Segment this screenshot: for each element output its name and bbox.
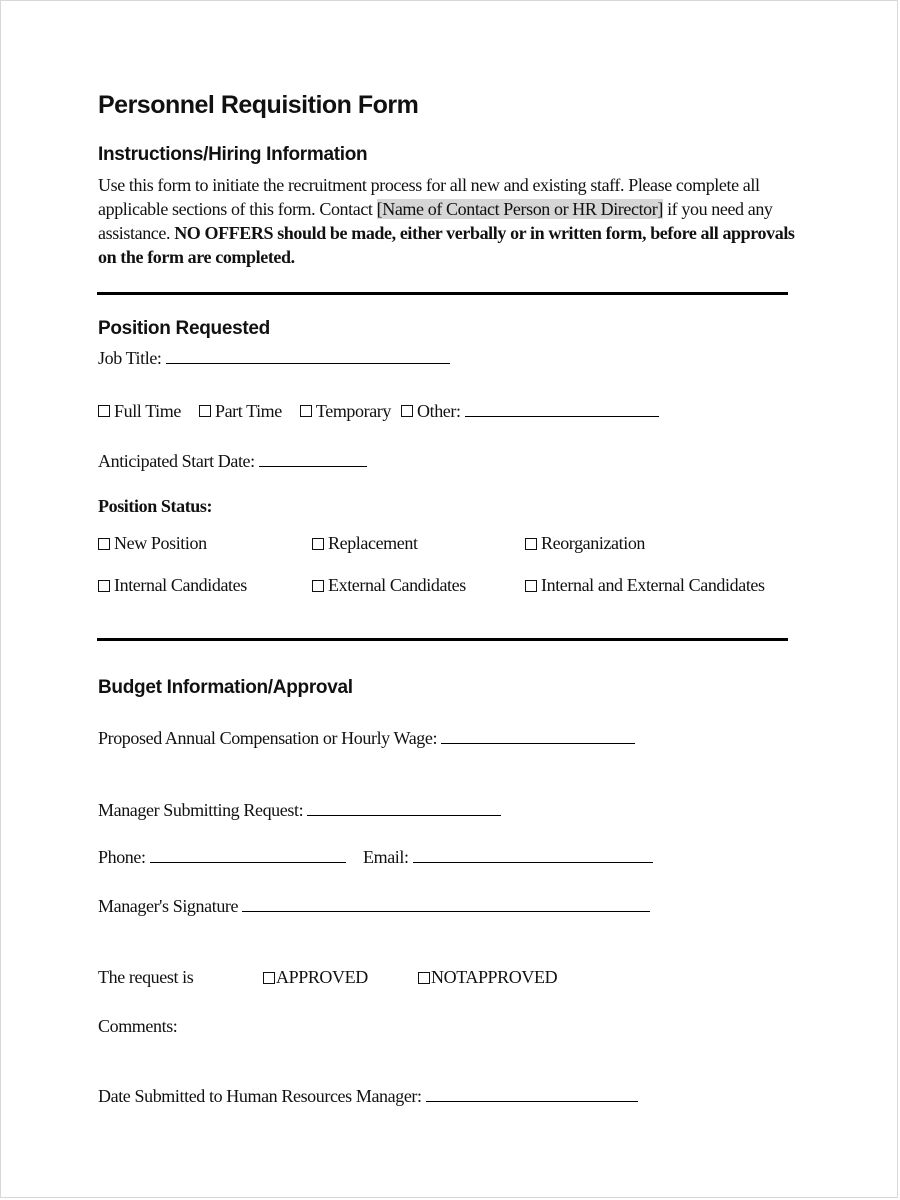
email-label: Email: xyxy=(363,847,409,867)
part-time-checkbox[interactable] xyxy=(199,405,211,417)
approved-option[interactable] xyxy=(263,967,368,988)
replacement-checkbox[interactable] xyxy=(312,538,324,550)
approved-label: APPROVED xyxy=(276,967,368,987)
date-submitted-field[interactable] xyxy=(426,1087,638,1102)
manager-label: Manager Submitting Request: xyxy=(98,800,304,820)
full-time-option[interactable] xyxy=(98,401,181,422)
temporary-checkbox[interactable] xyxy=(300,405,312,417)
start-date-row xyxy=(98,451,367,472)
new-position-label: New Position xyxy=(114,533,207,553)
page-title: Personnel Requisition Form xyxy=(98,91,419,119)
external-candidates-checkbox[interactable] xyxy=(312,580,324,592)
signature-row xyxy=(98,896,650,917)
compensation-label: Proposed Annual Compensation or Hourly Wage: xyxy=(98,728,438,748)
request-label: The request is xyxy=(98,967,194,987)
approved-checkbox[interactable] xyxy=(263,972,275,984)
signature-field[interactable] xyxy=(242,897,650,912)
status-external-option[interactable] xyxy=(312,575,466,596)
phone-row xyxy=(98,847,346,868)
new-position-checkbox[interactable] xyxy=(98,538,110,550)
start-date-label: Anticipated Start Date: xyxy=(98,451,255,471)
date-submitted-label: Date Submitted to Human Resources Manager: xyxy=(98,1086,422,1106)
full-time-label: Full Time xyxy=(114,401,181,421)
section-divider xyxy=(97,292,788,295)
temporary-option[interactable] xyxy=(300,401,391,422)
contact-placeholder[interactable]: [Name of Contact Person or HR Director] xyxy=(376,199,663,219)
position-requested-heading: Position Requested xyxy=(98,318,270,339)
manager-field[interactable] xyxy=(307,801,501,816)
not-approved-label: NOTAPPROVED xyxy=(431,967,558,987)
position-status-heading: Position Status: xyxy=(98,496,213,516)
start-date-field[interactable] xyxy=(259,452,367,467)
not-approved-option[interactable] xyxy=(418,967,557,988)
instructions-text-1: Use this form to initiate the recruitment process for all new and existing staff. Please complete all applicable sections of this form. Contact xyxy=(98,175,760,219)
internal-candidates-checkbox[interactable] xyxy=(98,580,110,592)
compensation-row xyxy=(98,728,635,749)
status-internal-option[interactable] xyxy=(98,575,247,596)
instructions-paragraph xyxy=(98,173,798,269)
full-time-checkbox[interactable] xyxy=(98,405,110,417)
instructions-heading: Instructions/Hiring Information xyxy=(98,144,368,165)
no-offers-warning: NO OFFERS should be made, either verbally or in written form, before all approvals on the form are completed. xyxy=(98,223,795,267)
job-title-label: Job Title: xyxy=(98,348,162,368)
comments-label: Comments: xyxy=(98,1016,178,1036)
date-submitted-row xyxy=(98,1086,638,1107)
internal-candidates-label: Internal Candidates xyxy=(114,575,247,595)
part-time-option[interactable] xyxy=(199,401,282,422)
email-row xyxy=(363,847,653,868)
not-approved-checkbox[interactable] xyxy=(418,972,430,984)
external-candidates-label: External Candidates xyxy=(328,575,466,595)
employment-type-row xyxy=(98,401,659,422)
status-new-position-option[interactable] xyxy=(98,533,207,554)
other-field[interactable] xyxy=(465,402,659,417)
other-label: Other: xyxy=(417,401,461,421)
section-divider xyxy=(97,638,788,641)
reorganization-label: Reorganization xyxy=(541,533,646,553)
internal-external-label: Internal and External Candidates xyxy=(541,575,765,595)
budget-heading: Budget Information/Approval xyxy=(98,677,353,698)
phone-label: Phone: xyxy=(98,847,146,867)
job-title-field[interactable] xyxy=(166,349,450,364)
status-reorganization-option[interactable] xyxy=(525,533,645,554)
instructions-text-2: if you need any assistance. xyxy=(98,199,773,243)
other-option[interactable] xyxy=(401,401,461,422)
replacement-label: Replacement xyxy=(328,533,418,553)
manager-row xyxy=(98,800,501,821)
compensation-field[interactable] xyxy=(441,729,635,744)
status-internal-external-option[interactable] xyxy=(525,575,765,596)
job-title-row xyxy=(98,348,450,369)
phone-field[interactable] xyxy=(150,848,346,863)
email-field[interactable] xyxy=(413,848,653,863)
reorganization-checkbox[interactable] xyxy=(525,538,537,550)
other-checkbox[interactable] xyxy=(401,405,413,417)
internal-external-checkbox[interactable] xyxy=(525,580,537,592)
status-replacement-option[interactable] xyxy=(312,533,418,554)
temporary-label: Temporary xyxy=(315,401,391,421)
part-time-label: Part Time xyxy=(214,401,282,421)
signature-label: Manager's Signature xyxy=(98,896,239,916)
